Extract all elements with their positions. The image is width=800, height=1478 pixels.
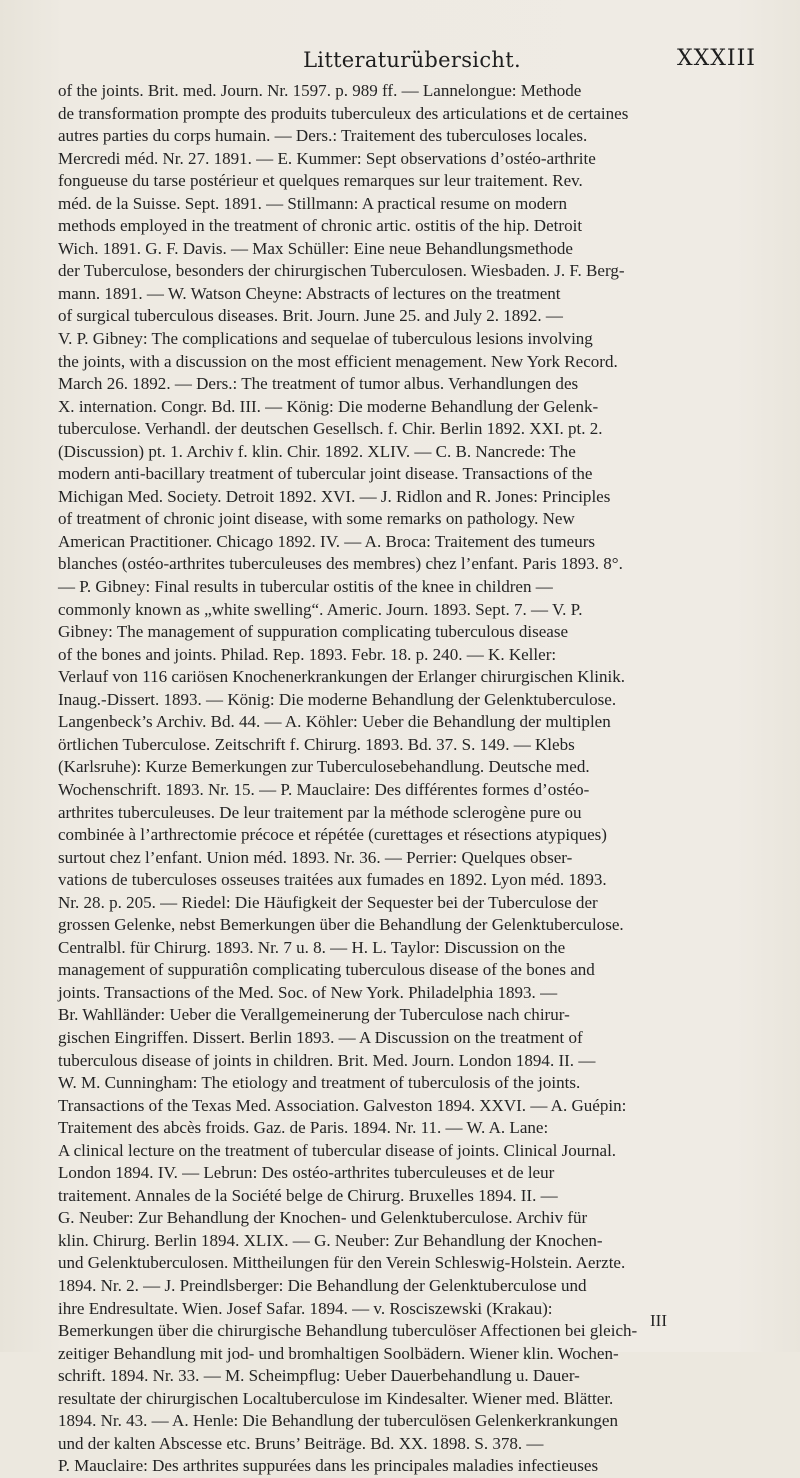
text-line: örtlichen Tuberculose. Zeitschrift f. Chirurg. 1893. Bd. 37. S. 149. — Klebs (58, 734, 575, 754)
text-line: traitement. Annales de la Société belge de Chirurg. Bruxelles 1894. II. — (58, 1185, 558, 1205)
text-line: Mercredi méd. Nr. 27. 1891. — E. Kummer: Sept observations d’ostéo-arthrite (58, 148, 596, 168)
text-line: surtout chez l’enfant. Union méd. 1893. Nr. 36. — Perrier: Quelques obser- (58, 847, 573, 867)
text-line: ihre Endresultate. Wien. Josef Safar. 1894. — v. Rosciszewski (Krakau): (58, 1298, 553, 1318)
text-line: schrift. 1894. Nr. 33. — M. Scheimpflug: Ueber Dauerbehandlung u. Dauer- (58, 1366, 580, 1386)
text-line: methods employed in the treatment of chronic artic. ostitis of the hip. Detroit (58, 216, 583, 236)
text-line: of the bones and joints. Philad. Rep. 1893. Febr. 18. p. 240. — K. Keller: (58, 644, 557, 664)
text-line: tuberculose. Verhandl. der deutschen Gesellsch. f. Chir. Berlin 1892. XXI. pt. 2. (58, 419, 603, 439)
text-line: Langenbeck’s Archiv. Bd. 44. — A. Köhler: Ueber die Behandlung der multiplen (58, 712, 611, 732)
text-line: tuberculous disease of joints in children. Brit. Med. Journ. London 1894. II. — (58, 1050, 596, 1070)
text-line: of treatment of chronic joint disease, with some remarks on pathology. New (58, 509, 575, 529)
text-line: Transactions of the Texas Med. Association. Galveston 1894. XXVI. — A. Guépin: (58, 1095, 627, 1115)
text-line: Gibney: The management of suppuration complicating tuberculous disease (58, 622, 569, 642)
text-line: Michigan Med. Society. Detroit 1892. XVI. — J. Ridlon and R. Jones: Principles (58, 486, 611, 506)
text-line: fongueuse du tarse postérieur et quelques remarques sur leur traitement. Rev. (58, 171, 583, 191)
text-line: W. M. Cunningham: The etiology and treatment of tuberculosis of the joints. (58, 1073, 581, 1093)
text-line: arthrites tuberculeuses. De leur traitement par la méthode sclerogène pure ou (58, 802, 582, 822)
text-line: V. P. Gibney: The complications and sequelae of tuberculous lesions involving (58, 329, 593, 349)
text-line: P. Mauclaire: Des arthrites suppurées dans les principales maladies infectieuses (58, 1456, 599, 1476)
text-line: grossen Gelenke, nebst Bemerkungen über die Behandlung der Gelenktuberculose. (58, 915, 624, 935)
text-line: 1894. Nr. 43. — A. Henle: Die Behandlung der tuberculösen Gelenkerkrankungen (58, 1411, 618, 1431)
text-line: de transformation prompte des produits tuberculeux des articulations et de certaines (58, 103, 629, 123)
text-line: vations de tuberculoses osseuses traitées aux fumades en 1892. Lyon méd. 1893. (58, 870, 607, 890)
text-line: A clinical lecture on the treatment of tubercular disease of joints. Clinical Journal. (58, 1140, 617, 1160)
page-number: XXXIII (676, 46, 756, 71)
text-line: Verlauf von 116 cariösen Knochenerkrankungen der Erlanger chirurgischen Klinik. (58, 667, 626, 687)
text-line: Wochenschrift. 1893. Nr. 15. — P. Mauclaire: Des différentes formes d’ostéo- (58, 779, 590, 799)
text-line: (Discussion) pt. 1. Archiv f. klin. Chir. 1892. XLIV. — C. B. Nancrede: The (58, 441, 576, 461)
text-line: joints. Transactions of the Med. Soc. of New York. Philadelphia 1893. — (58, 982, 558, 1002)
text-line: Traitement des abcès froids. Gaz. de Paris. 1894. Nr. 11. — W. A. Lane: (58, 1118, 549, 1138)
text-line: Br. Wahlländer: Ueber die Verallgemeinerung der Tuberculose nach chirur- (58, 1005, 570, 1025)
running-title: Litteraturübersicht. (303, 48, 521, 72)
signature-mark: III (650, 1311, 667, 1330)
text-line: Centralbl. für Chirurg. 1893. Nr. 7 u. 8. — H. L. Taylor: Discussion on the (58, 937, 566, 957)
text-line: Bemerkungen über die chirurgische Behandlung tuberculöser Affectionen bei gleich- (58, 1321, 638, 1341)
text-line: der Tuberculose, besonders der chirurgischen Tuberculosen. Wiesbaden. J. F. Berg- (58, 261, 625, 281)
text-line: Nr. 28. p. 205. — Riedel: Die Häufigkeit der Sequester bei der Tuberculose der (58, 892, 598, 912)
text-line: klin. Chirurg. Berlin 1894. XLIX. — G. Neuber: Zur Behandlung der Knochen- (58, 1230, 603, 1250)
text-line: blanches (ostéo-arthrites tuberculeuses des membres) chez l’enfant. Paris 1893. 8°. (58, 554, 623, 574)
text-line: combinée à l’arthrectomie précoce et répétée (curettages et résections atypiques) (58, 825, 607, 845)
text-line: gischen Eingriffen. Dissert. Berlin 1893. — A Discussion on the treatment of (58, 1027, 583, 1047)
running-head (58, 0, 766, 80)
text-line: of surgical tuberculous diseases. Brit. Journ. June 25. and July 2. 1892. — (58, 306, 563, 326)
text-line: modern anti-bacillary treatment of tubercular joint disease. Transactions of the (58, 464, 593, 484)
text-line: (Karlsruhe): Kurze Bemerkungen zur Tuberculosebehandlung. Deutsche med. (58, 757, 590, 777)
text-line: mann. 1891. — W. Watson Cheyne: Abstracts of lectures on the treatment (58, 283, 561, 303)
text-line: autres parties du corps humain. — Ders.: Traitement des tuberculoses locales. (58, 126, 588, 146)
text-line: March 26. 1892. — Ders.: The treatment of tumor albus. Verhandlungen des (58, 374, 579, 394)
text-line: London 1894. IV. — Lebrun: Des ostéo-arthrites tuberculeuses et de leur (58, 1163, 555, 1183)
bibliography-text (58, 80, 766, 1478)
text-line: of the joints. Brit. med. Journ. Nr. 1597. p. 989 ff. — Lannelongue: Methode (58, 81, 582, 100)
text-line: — P. Gibney: Final results in tubercular ostitis of the knee in children — (58, 577, 553, 597)
text-line: G. Neuber: Zur Behandlung der Knochen- und Gelenktuberculose. Archiv für (58, 1208, 588, 1228)
text-line: X. internation. Congr. Bd. III. — König: Die moderne Behandlung der Gelenk- (58, 396, 599, 416)
text-line: 1894. Nr. 2. — J. Preindlsberger: Die Behandlung der Gelenktuberculose und (58, 1275, 587, 1295)
text-line: commonly known as „white swelling“. Americ. Journ. 1893. Sept. 7. — V. P. (58, 599, 583, 619)
text-line: Inaug.-Dissert. 1893. — König: Die moderne Behandlung der Gelenktuberculose. (58, 689, 617, 709)
text-line: und Gelenktuberculosen. Mittheilungen für den Verein Schleswig-Holstein. Aerzte. (58, 1253, 626, 1273)
text-line: méd. de la Suisse. Sept. 1891. — Stillmann: A practical resume on modern (58, 193, 567, 213)
text-line: American Practitioner. Chicago 1892. IV. — A. Broca: Traitement des tumeurs (58, 531, 596, 551)
text-line: resultate der chirurgischen Localtuberculose im Kindesalter. Wiener med. Blätter. (58, 1388, 614, 1408)
text-line: the joints, with a discussion on the most efficient menagement. New York Record. (58, 351, 618, 371)
text-line: und der kalten Abscesse etc. Bruns’ Beiträge. Bd. XX. 1898. S. 378. — (58, 1433, 544, 1453)
text-line: Wich. 1891. G. F. Davis. — Max Schüller: Eine neue Behandlungsmethode (58, 238, 573, 258)
text-line: management of suppuratiôn complicating tuberculous disease of the bones and (58, 960, 595, 980)
text-line: zeitiger Behandlung mit jod- und bromhaltigen Soolbädern. Wiener klin. Wochen- (58, 1343, 619, 1363)
